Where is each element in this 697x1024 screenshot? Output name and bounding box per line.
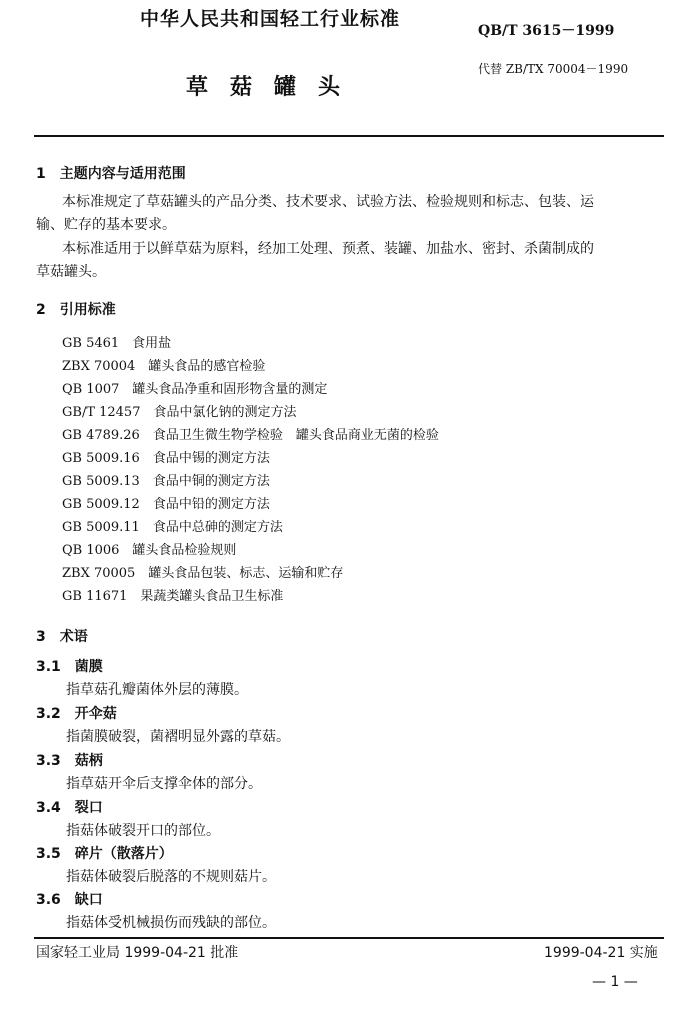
term-definition: 指菇体受机械损伤而残缺的部位。 <box>66 915 276 931</box>
document-title: 草菇罐头 <box>186 75 363 100</box>
section-1-paragraph-2-line-2: 草菇罐头。 <box>36 264 106 280</box>
reference-item: GB 5009.16 食品中锡的测定方法 <box>62 451 270 466</box>
section-1-paragraph-1-line-2: 输、贮存的基本要求。 <box>36 217 176 233</box>
header-divider <box>34 135 664 137</box>
standard-number: QB/T 3615－1999 <box>478 23 615 39</box>
term-definition: 指菇体破裂开口的部位。 <box>66 823 220 839</box>
term-heading: 3.2 开伞菇 <box>36 706 117 722</box>
section-1-paragraph-1-line-1: 本标准规定了草菇罐头的产品分类、技术要求、试验方法、检验规则和标志、包装、运 <box>62 194 594 210</box>
term-heading: 3.3 菇柄 <box>36 753 103 769</box>
footer-divider <box>34 937 664 939</box>
reference-item: GB 11671 果蔬类罐头食品卫生标准 <box>62 589 284 604</box>
section-3-heading: 3 术语 <box>36 629 88 645</box>
reference-item: GB/T 12457 食品中氯化钠的测定方法 <box>62 405 297 420</box>
effective-date: 1999-04-21 实施 <box>544 945 658 961</box>
reference-item: GB 4789.26 食品卫生微生物学检验 罐头食品商业无菌的检验 <box>62 428 439 443</box>
reference-item: GB 5009.13 食品中铜的测定方法 <box>62 474 270 489</box>
section-2-heading: 2 引用标准 <box>36 302 116 318</box>
term-definition: 指草菇开伞后支撑伞体的部分。 <box>66 776 262 792</box>
reference-item: GB 5461 食用盐 <box>62 336 172 351</box>
reference-item: GB 5009.11 食品中总砷的测定方法 <box>62 520 283 535</box>
section-1-paragraph-2-line-1: 本标准适用于以鲜草菇为原料，经加工处理、预煮、装罐、加盐水、密封、杀菌制成的 <box>62 241 594 257</box>
term-definition: 指菇体破裂后脱落的不规则菇片。 <box>66 869 276 885</box>
reference-item: ZBX 70005 罐头食品包装、标志、运输和贮存 <box>62 566 344 581</box>
reference-item: ZBX 70004 罐头食品的感官检验 <box>62 359 266 374</box>
section-1-heading: 1 主题内容与适用范围 <box>36 166 186 182</box>
reference-item: QB 1006 罐头食品检验规则 <box>62 543 237 558</box>
term-heading: 3.4 裂口 <box>36 800 103 816</box>
term-heading: 3.5 碎片（散落片） <box>36 846 173 862</box>
term-heading: 3.1 菌膜 <box>36 659 103 675</box>
term-heading: 3.6 缺口 <box>36 892 103 908</box>
reference-item: GB 5009.12 食品中铅的测定方法 <box>62 497 270 512</box>
term-definition: 指菌膜破裂，菌褶明显外露的草菇。 <box>66 729 290 745</box>
reference-item: QB 1007 罐头食品净重和固形物含量的测定 <box>62 382 328 397</box>
replaces-standard: 代替 ZB/TX 70004－1990 <box>478 62 629 76</box>
page-number: — 1 — <box>592 974 638 990</box>
issuing-standard-heading: 中华人民共和国轻工行业标准 <box>140 8 401 30</box>
approval-line: 国家轻工业局 1999-04-21 批准 <box>36 945 239 961</box>
term-definition: 指草菇孔瓣菌体外层的薄膜。 <box>66 682 248 698</box>
